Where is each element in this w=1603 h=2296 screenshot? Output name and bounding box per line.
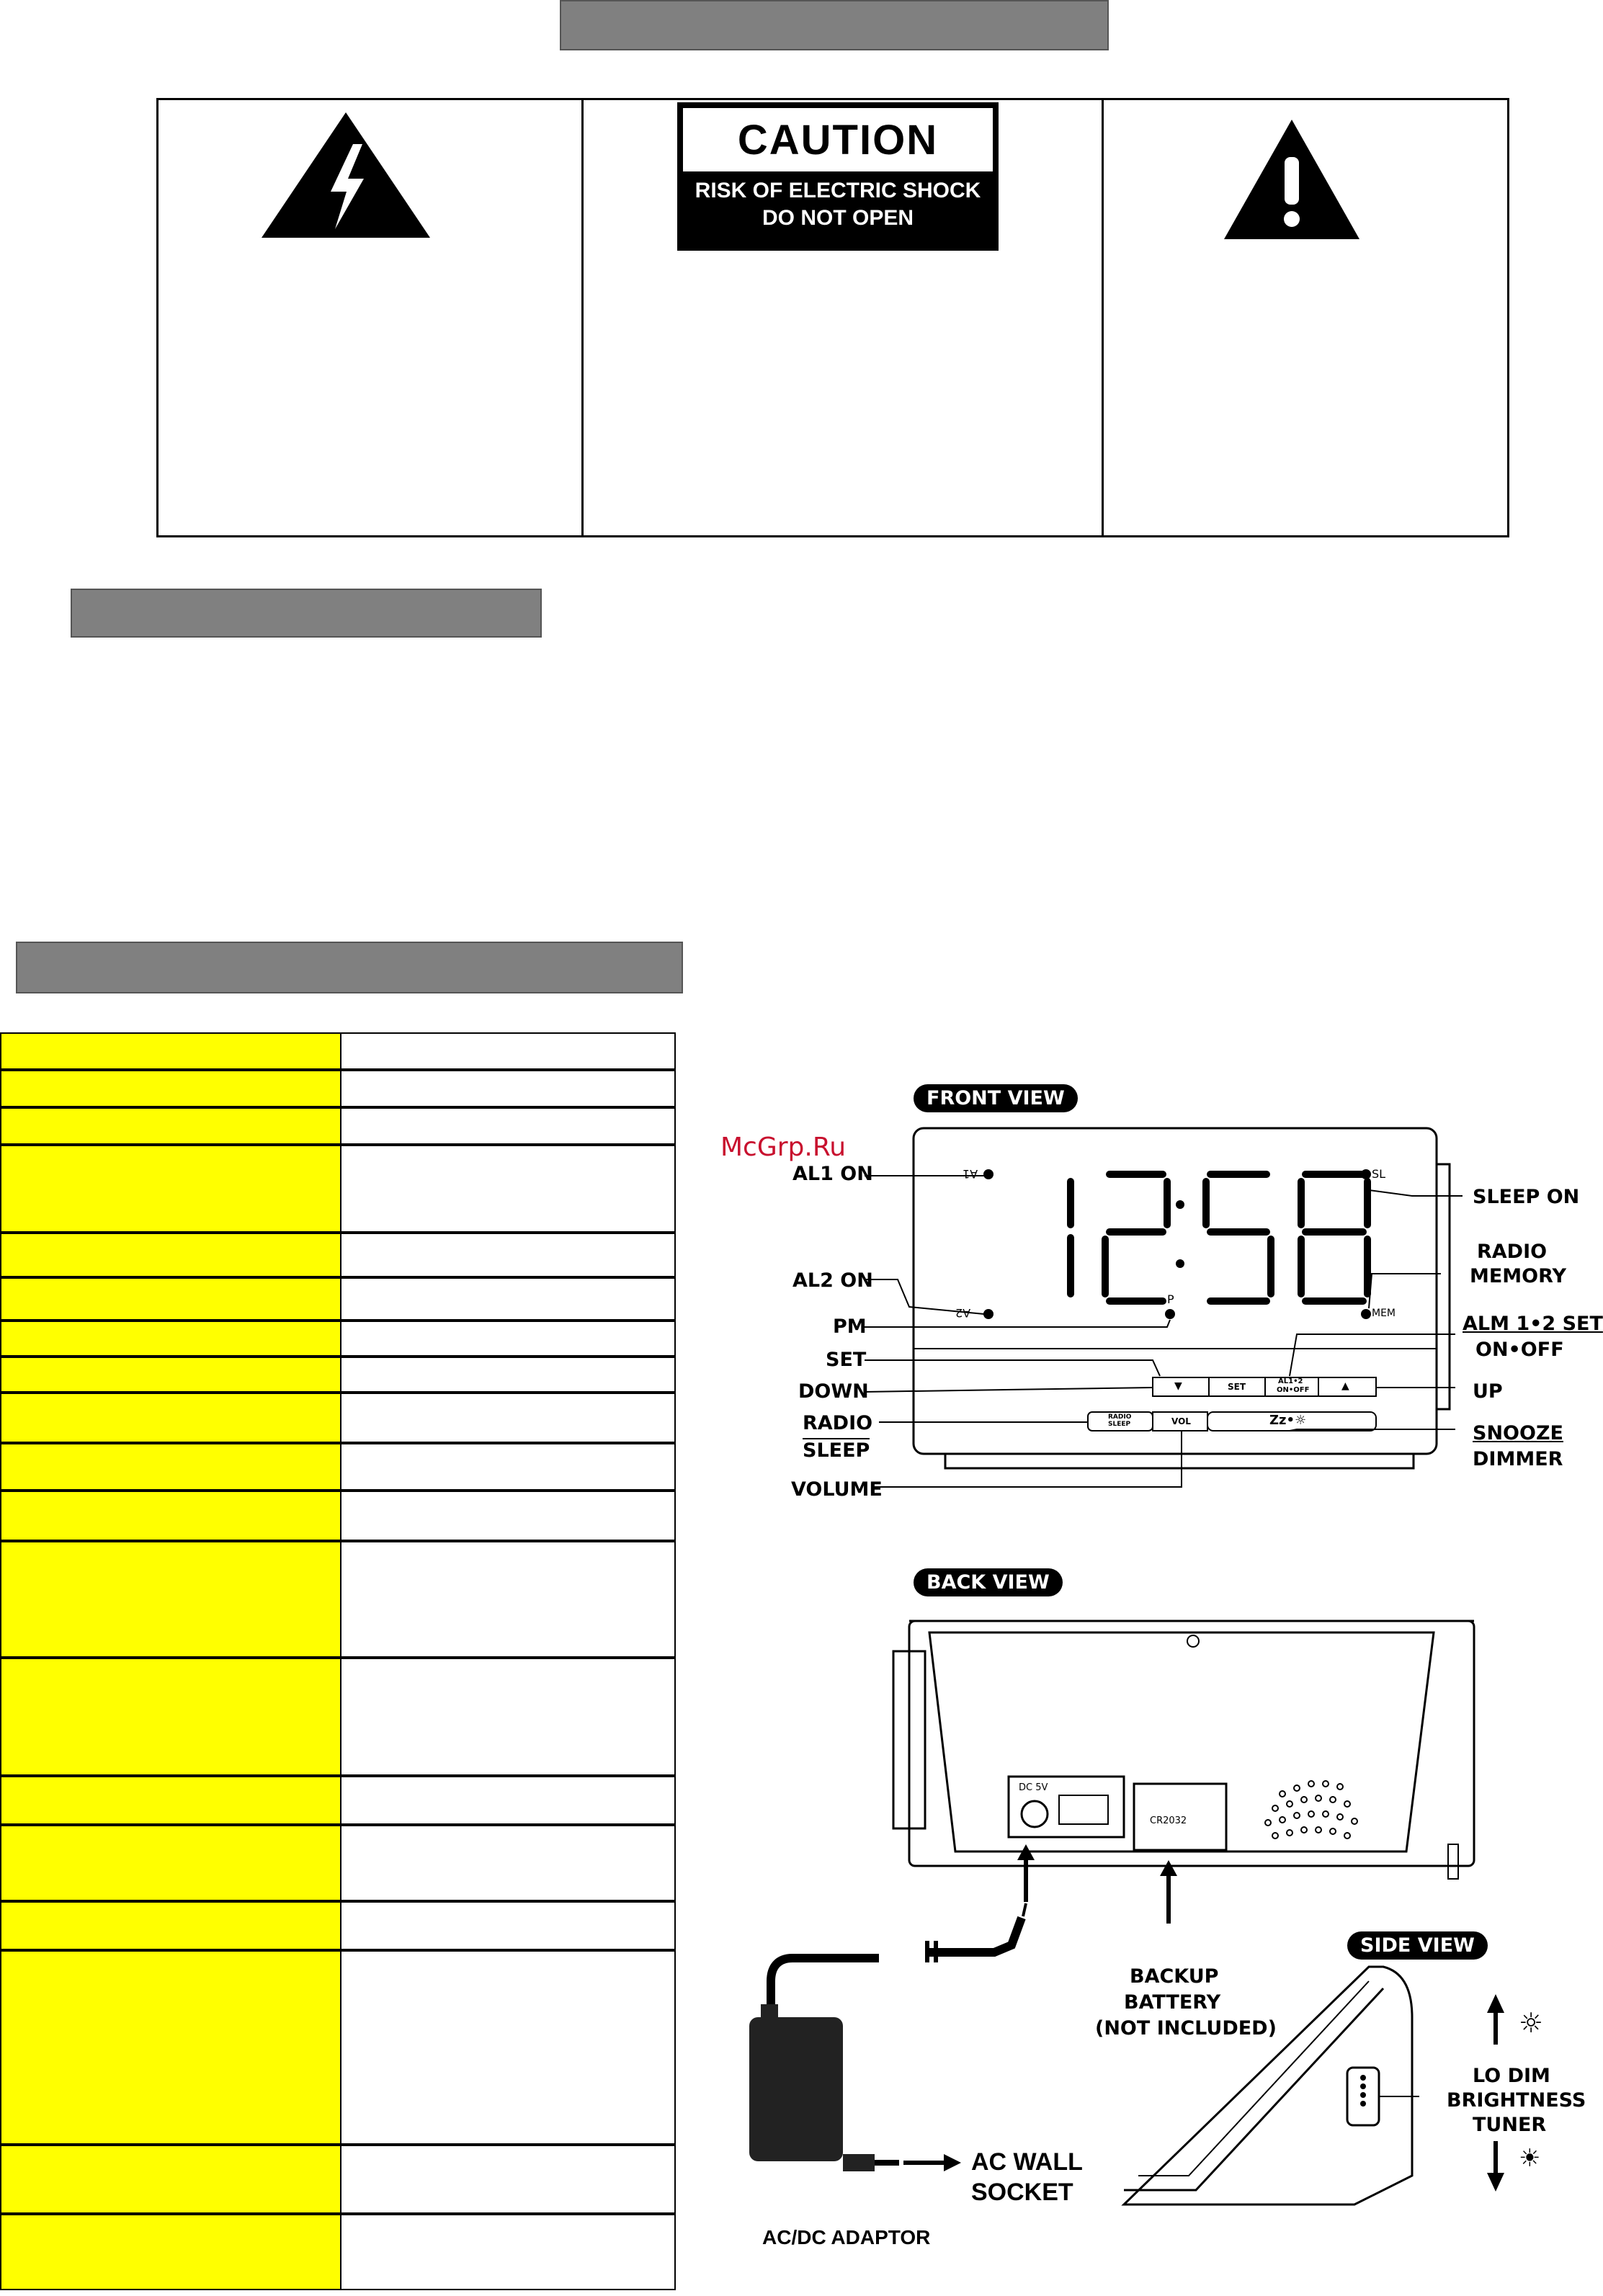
dim-icon: ☀: [1519, 2144, 1541, 2173]
section-header-bar-middle: [71, 589, 542, 638]
label-radio: RADIO: [803, 1412, 873, 1434]
label-al1-on: AL1 ON: [792, 1163, 873, 1185]
label-down: DOWN: [798, 1380, 869, 1403]
bright-icon: ☼: [1519, 2007, 1544, 2039]
alarm-set-button-top[interactable]: AL1•2: [1278, 1377, 1303, 1385]
section-header-bar-specs: [16, 942, 683, 993]
snooze-button[interactable]: Zz•☼: [1269, 1413, 1307, 1428]
label-up: UP: [1473, 1380, 1503, 1403]
caution-line-1: RISK OF ELECTRIC SHOCK: [695, 179, 981, 202]
table-row: [0, 1950, 676, 2145]
lcd-mark-p: P: [1167, 1292, 1174, 1306]
label-sleep-on: SLEEP ON: [1473, 1186, 1580, 1208]
table-row: [0, 1070, 676, 1107]
label-ac-wall: AC WALL: [971, 2148, 1083, 2176]
table-row: [0, 1658, 676, 1776]
side-view-diagram: [1109, 1960, 1455, 2233]
table-row: [0, 1541, 676, 1658]
lcd-mark-a2: A2: [955, 1306, 971, 1320]
label-dimmer: DIMMER: [1473, 1448, 1563, 1470]
label-radio-memory-1: RADIO: [1477, 1241, 1548, 1263]
volume-button[interactable]: VOL: [1171, 1416, 1191, 1426]
label-set: SET: [826, 1349, 867, 1371]
table-row: [0, 2145, 676, 2214]
table-row: [0, 1776, 676, 1825]
label-on-off: ON•OFF: [1475, 1339, 1564, 1361]
table-row: [0, 1233, 676, 1277]
back-label-battery-type: CR2032: [1150, 1815, 1187, 1826]
label-lo-dim: LO DIM: [1473, 2065, 1550, 2087]
table-row: [0, 1321, 676, 1357]
label-snooze: SNOOZE: [1473, 1422, 1563, 1444]
table-row: [0, 1032, 676, 1070]
table-row: [0, 1901, 676, 1950]
label-volume: VOLUME: [791, 1478, 883, 1501]
front-view-title: FRONT VIEW: [914, 1084, 1078, 1112]
electric-shock-warning-icon: [256, 107, 436, 244]
table-row: [0, 2214, 676, 2290]
label-brightness: BRIGHTNESS: [1447, 2089, 1586, 2112]
label-not-included: (NOT INCLUDED): [1095, 2017, 1277, 2040]
table-row: [0, 1277, 676, 1321]
table-row: [0, 1107, 676, 1145]
table-row: [0, 1357, 676, 1393]
label-socket: SOCKET: [971, 2179, 1073, 2206]
radio-sleep-button-top[interactable]: RADIO: [1108, 1413, 1132, 1421]
caution-title: CAUTION: [683, 108, 993, 171]
back-view-diagram: [720, 1607, 1584, 1967]
table-row: [0, 1443, 676, 1491]
alarm-set-button-bottom[interactable]: ON•OFF: [1277, 1386, 1310, 1394]
back-view-title: BACK VIEW: [914, 1568, 1063, 1596]
label-ac-dc-adaptor: AC/DC ADAPTOR: [762, 2226, 931, 2248]
lcd-mark-a1: A1: [963, 1167, 978, 1181]
label-pm: PM: [833, 1315, 867, 1338]
back-label-dc: DC 5V: [1019, 1782, 1048, 1793]
watermark-text: McGrp.Ru: [720, 1133, 847, 1162]
label-sleep: SLEEP: [803, 1439, 870, 1462]
side-view-title: SIDE VIEW: [1347, 1931, 1488, 1960]
table-row: [0, 1145, 676, 1233]
table-row: [0, 1393, 676, 1443]
section-header-bar-top: [560, 0, 1109, 50]
table-row: [0, 1825, 676, 1901]
label-battery: BATTERY: [1124, 1991, 1221, 2014]
label-radio-memory-2: MEMORY: [1470, 1265, 1566, 1287]
up-button[interactable]: ▲: [1341, 1380, 1349, 1392]
table-row: [0, 1491, 676, 1541]
lcd-mark-mem: MEM: [1372, 1308, 1396, 1319]
label-al2-on: AL2 ON: [792, 1269, 873, 1292]
label-backup: BACKUP: [1130, 1965, 1219, 1988]
set-button[interactable]: SET: [1228, 1382, 1246, 1392]
label-alm-set: ALM 1•2 SET: [1463, 1313, 1603, 1335]
radio-sleep-button-bottom[interactable]: SLEEP: [1108, 1421, 1131, 1428]
down-button[interactable]: ▼: [1174, 1380, 1182, 1392]
caution-sign: [677, 102, 999, 251]
lcd-mark-sl: SL: [1372, 1167, 1386, 1181]
caution-line-2: DO NOT OPEN: [762, 206, 914, 230]
label-tuner: TUNER: [1473, 2114, 1547, 2136]
exclamation-warning-icon: [1220, 115, 1364, 245]
